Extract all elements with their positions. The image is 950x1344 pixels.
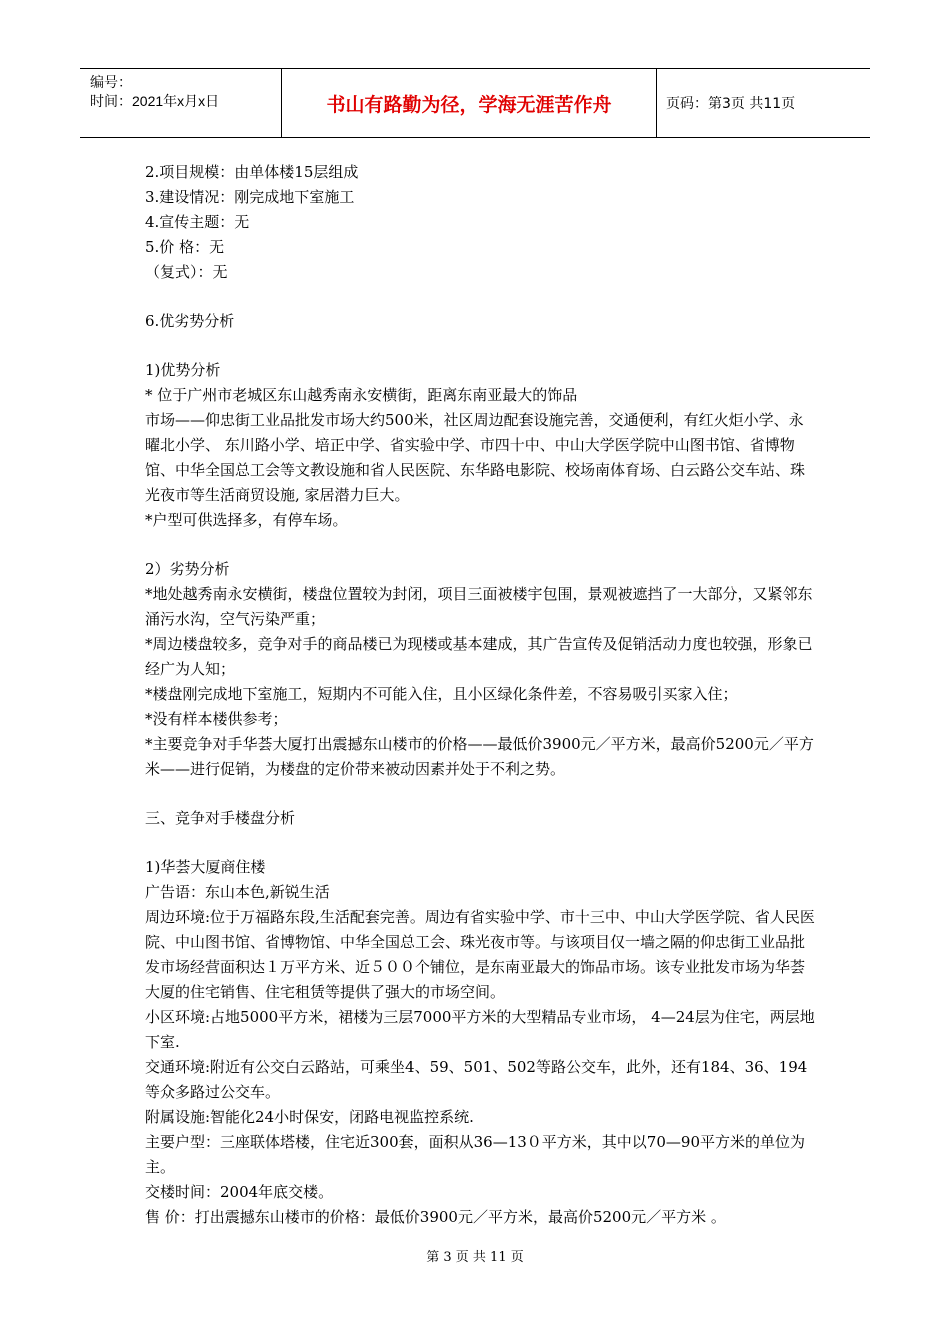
paragraph: 交通环境:附近有公交白云路站，可乘坐4、59、501、502等路公交车，此外，还有184、36、194等众多路过公交车。: [145, 1058, 808, 1101]
header-motto-cell: [281, 69, 657, 137]
paragraph: 6.优劣势分析: [145, 312, 235, 330]
paragraph: 三、竞争对手楼盘分析: [145, 809, 296, 827]
blank-line: [145, 831, 817, 855]
paragraph: 周边环境:位于万福路东段,生活配套完善。周边有省实验中学、市十三中、中山大学医学院、省人民医院、中山图书馆、省博物馆、中华全国总工会、珠光夜市等。与该项目仅一墙之隔的仰忠街工业品批发市场经营面积达１万平方米、近５００个铺位，是东南亚最大的饰品市场。该专业批发市场为华荟大厦的住宅销售、住宅租赁等提供了强大的市场空间。: [145, 908, 815, 1001]
blank-line: [145, 782, 817, 806]
paragraph: 3.建设情况：刚完成地下室施工: [145, 188, 355, 206]
header-page-cell: [666, 69, 870, 137]
paragraph: *楼盘刚完成地下室施工，短期内不可能入住，且小区绿化条件差，不容易吸引买家入住；: [145, 685, 738, 703]
paragraph: （复式）：无: [145, 263, 228, 281]
paragraph: 4.宣传主题：无: [145, 213, 250, 231]
paragraph: *周边楼盘较多，竞争对手的商品楼已为现楼或基本建成，其广告宣传及促销活动力度也较强，形象已经广为人知；: [145, 635, 813, 678]
blank-line: [145, 285, 817, 309]
header-meta: [80, 69, 290, 137]
paragraph: *没有样本楼供参考；: [145, 710, 288, 728]
page-indicator: 页码：第3页 共11页: [666, 96, 796, 112]
motto-text: 书山有路勤为径，学海无涯苦作舟: [326, 93, 612, 116]
paragraph: 2）劣势分析: [145, 560, 230, 578]
paragraph: 2.项目规模：由单体楼15层组成: [145, 163, 359, 181]
page-footer: 第 3 页 共 11 页: [426, 1250, 524, 1265]
page-header: [80, 68, 870, 138]
paragraph: * 位于广州市老城区东山越秀南永安横街，距离东南亚最大的饰品: [145, 386, 578, 404]
paragraph: 5.价 格：无: [145, 238, 225, 256]
paragraph: *地处越秀南永安横街，楼盘位置较为封闭，项目三面被楼宇包围，景观被遮挡了一大部分，又紧邻东涌污水沟，空气污染严重；: [145, 585, 813, 628]
paragraph: 1)优势分析: [145, 361, 221, 379]
document-number: 编号：: [90, 74, 132, 90]
paragraph: 附属设施:智能化24小时保安，闭路电视监控系统.: [145, 1108, 474, 1126]
paragraph: *主要竞争对手华荟大厦打出震撼东山楼市的价格——最低价3900元／平方米，最高价5200元／平方米——进行促销，为楼盘的定价带来被动因素并处于不利之势。: [145, 735, 814, 778]
paragraph: 主要户型：三座联体塔楼，住宅近300套，面积从36—13０平方米，其中以70—90平方米的单位为主。: [145, 1133, 805, 1176]
blank-line: [145, 533, 817, 557]
document-body: [145, 160, 817, 1230]
paragraph: *户型可供选择多，有停车场。: [145, 511, 348, 529]
paragraph: 1)华荟大厦商住楼: [145, 858, 266, 876]
blank-line: [145, 334, 817, 358]
paragraph: 售 价：打出震撼东山楼市的价格：最低价3900元／平方米，最高价5200元／平方米 。: [145, 1208, 726, 1226]
document-date: 时间：2021年x月x日: [90, 93, 220, 109]
paragraph: 广告语：东山本色,新锐生活: [145, 883, 330, 901]
paragraph: 市场——仰忠街工业品批发市场大约500米，社区周边配套设施完善，交通便利，有红火炬小学、永曜北小学、 东川路小学、培正中学、省实验中学、市四十中、中山大学医学院中山图书馆、省博物馆、中华全国总工会等文教设施和省人民医院、东华路电影院、校场南体育场、白云路公交车站、珠光夜市等生活商贸设施, 家居潜力巨大。: [145, 411, 806, 504]
paragraph: 交楼时间：2004年底交楼。: [145, 1183, 334, 1201]
paragraph: 小区环境:占地5000平方米，裙楼为三层7000平方米的大型精品专业市场， 4—24层为住宅，两层地下室.: [145, 1008, 815, 1051]
